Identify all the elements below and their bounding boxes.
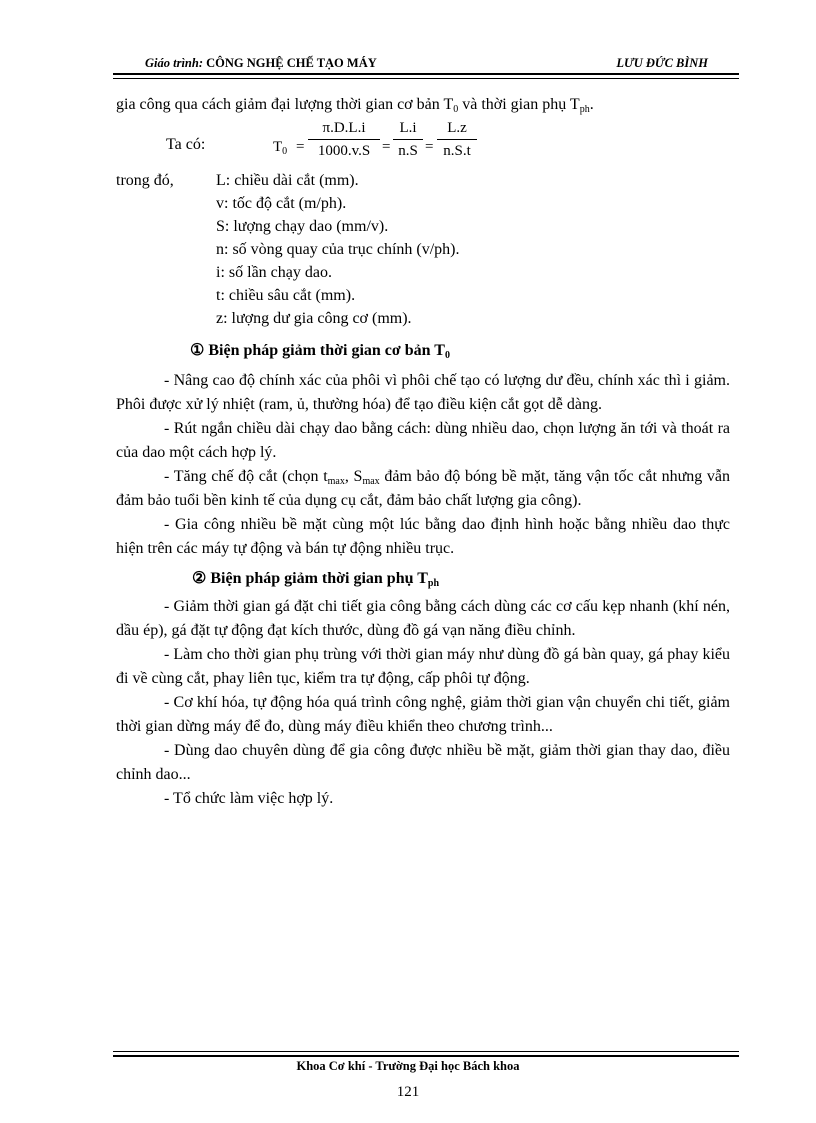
para3-b: , S [344, 468, 363, 485]
intro-sub-1: 0 [453, 104, 459, 115]
header-book-title: CÔNG NGHỆ CHẾ TẠO MÁY [206, 56, 377, 70]
section-2-heading [192, 568, 439, 588]
para3-c: đảm bảo độ bóng bề mặt, tăng vận tốc cắt nhưng vẫn đảm bảo tuổi bền kinh tế của dụng cụ cắt, đảm bảo chất lượng gia công). [116, 468, 731, 509]
formula-lead: Ta có: [166, 136, 206, 153]
fraction-2-num: L.i [399, 120, 417, 136]
paragraph: - Nâng cao độ chính xác của phôi vì phôi chế tạo có lượng dư đều, chính xác thì i giảm. Phôi được xử lý nhiệt (ram, ủ, thường hóa) để tạo điều kiện cắt gọt dễ dàng. [116, 372, 730, 413]
paragraph: - Dùng dao chuyên dùng để gia công được nhiều bề mặt, giảm thời gian thay dao, điều chỉnh dao... [116, 742, 730, 783]
header-rule-thick [113, 73, 739, 75]
formula-lhs [273, 136, 287, 159]
paragraph: - Giảm thời gian gá đặt chi tiết gia công bằng cách dùng các cơ cấu kẹp nhanh (khí nén, dầu ép), gá đặt tự động đạt kích thước, dùng đồ gá vạn năng điều chỉnh. [116, 598, 730, 639]
circled-one-icon: ① [190, 342, 205, 359]
formula-eq-1: = [296, 139, 305, 155]
intro-line [116, 93, 594, 116]
section-1-heading [190, 340, 450, 360]
intro-sub-2: ph [579, 104, 590, 115]
paragraph [116, 465, 730, 513]
definitions-lead: trong đó, [116, 172, 174, 189]
para3-b-sub: max [362, 476, 380, 487]
formula-eq-3: = [425, 139, 434, 155]
fraction-1 [308, 117, 380, 162]
header-prefix: Giáo trình: [145, 56, 204, 70]
fraction-2 [393, 117, 423, 162]
intro-mid: và thời gian phụ T [458, 96, 580, 113]
formula-lhs-sub: 0 [282, 146, 288, 157]
paragraph: - Cơ khí hóa, tự động hóa quá trình công nghệ, giảm thời gian vận chuyển chi tiết, giảm thời gian dừng máy để đo, dùng máy điều khiển theo chương trình... [116, 694, 730, 735]
section-2-title: Biện pháp giảm thời gian phụ T [210, 570, 428, 587]
fraction-3 [437, 117, 477, 162]
header-rule-thin [113, 78, 739, 79]
footer-text: Khoa Cơ khí - Trường Đại học Bách khoa [296, 1059, 520, 1073]
definition-item: v: tốc độ cắt (m/ph). [216, 195, 347, 212]
paragraph: - Gia công nhiều bề mặt cùng một lúc bằng dao định hình hoặc bằng nhiều dao thực hiện trên các máy tự động và bán tự động nhiều trục. [116, 516, 730, 557]
definition-item: t: chiều sâu cắt (mm). [216, 287, 356, 304]
intro-text: gia công qua cách giảm đại lượng thời gian cơ bản T [116, 96, 454, 113]
intro-end: . [589, 96, 594, 113]
section-1-title-sub: 0 [444, 350, 450, 361]
paragraph: - Tổ chức làm việc hợp lý. [164, 790, 334, 807]
paragraph: - Rút ngắn chiều dài chạy dao bằng cách: dùng nhiều dao, chọn lượng ăn tới và thoát ra của dao một cách hợp lý. [116, 420, 730, 461]
page-number: 121 [396, 1084, 420, 1100]
definition-item: L: chiều dài cắt (mm). [216, 172, 359, 189]
circled-two-icon: ② [192, 570, 207, 587]
footer-rule-thin [113, 1051, 739, 1052]
definition-item: z: lượng dư gia công cơ (mm). [216, 310, 412, 327]
fraction-2-den: n.S [398, 143, 418, 159]
definition-item: n: số vòng quay của trục chính (v/ph). [216, 241, 460, 258]
section-2-title-sub: ph [427, 578, 440, 589]
para3-a-sub: max [327, 476, 345, 487]
footer-rule-thick [113, 1055, 739, 1057]
definition-item: S: lượng chạy dao (mm/v). [216, 218, 389, 235]
fraction-1-den: 1000.v.S [317, 143, 371, 159]
header-title [145, 56, 377, 71]
section-1-body [116, 369, 730, 561]
para3-a: - Tăng chế độ cắt (chọn t [164, 468, 328, 485]
fraction-1-num: π.D.L.i [322, 120, 366, 136]
formula-lhs-var: T [273, 139, 283, 155]
section-1-title: Biện pháp giảm thời gian cơ bản T [208, 342, 445, 359]
fraction-3-num: L.z [447, 120, 467, 136]
formula-eq-2: = [382, 139, 391, 155]
fraction-3-den: n.S.t [443, 143, 471, 159]
section-2-body [116, 595, 730, 811]
paragraph: - Làm cho thời gian phụ trùng với thời gian máy như dùng đồ gá bàn quay, gá phay kiểu đi về cùng cắt, phay liên tục, kiểm tra tự động, cấp phôi tự động. [116, 646, 730, 687]
header-author: LƯU ĐỨC BÌNH [616, 56, 708, 70]
definition-item: i: số lần chạy dao. [216, 264, 332, 281]
